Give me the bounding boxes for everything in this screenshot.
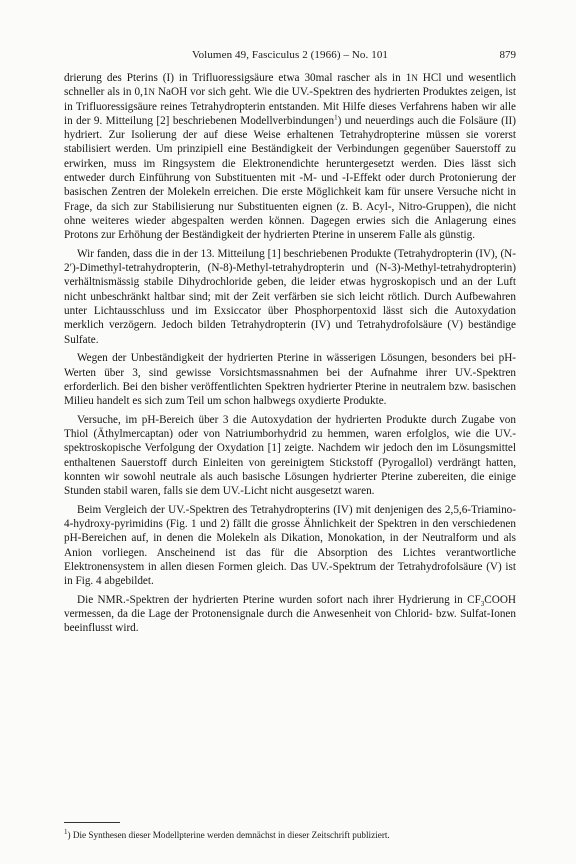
paragraph-5: Beim Vergleich der UV.-Spektren des Tetrahydropterins (IV) mit denjenigen des 2,5,6-Triamino-4-hydroxy-pyrimidins (Fig. 1 und 2) fällt die grosse Ähnlichkeit der Spektren in den verschiedenen pH-Bereichen auf, in denen die Molekeln als Dikation, Monokation, in der Neutralform und als Anion vorliegen. Anscheinend ist das für die Absorption des Lichtes verantwortliche Elektronensystem in allen diesen Formen gleich. Das UV.-Spektrum der Tetrahydrofolsäure (V) ist in Fig. 4 abgebildet. [64,503,516,588]
footnote [64,827,516,841]
footnote-reference[interactable]: 1 [334,113,338,122]
footnote-marker: 1 [64,827,68,836]
paragraph-text: NaOH vor sich geht. Wie die UV.-Spektren des hydrierten Produktes zeigen, ist in Trifluoressigsäure reines Tetrahydropterin entstanden. Mit Hilfe dieses Verfahrens haben wir alle in der 9. Mitteilung [2] beschriebenen Modellverbindungen [64,86,516,127]
paragraph-3: Wegen der Unbeständigkeit der hydrierten Pterine in wässerigen Lösungen, besonders bei pH-Werten über 3, sind gewisse Vorsichtsmassnahmen bei der Aufnahme ihrer UV.-Spektren erforderlich. Bei den bisher veröffentlichten Spektren hydrierter Pterine in neutralem bzw. basischen Milieu handelt es sich zum Teil um schon halbwegs oxydierte Produkte. [64,352,516,408]
footnote-divider [64,822,120,823]
subscript: 3 [480,600,485,609]
normality-unit: N [148,87,155,98]
page-number: 879 [499,49,516,61]
paragraph-4: Versuche, im pH-Bereich über 3 die Autoxydation der hydrierten Produkte durch Zugabe von Thiol (Äthylmercaptan) oder von Natriumborhydrid zu hemmen, waren erfolglos, wie die UV.-spektroskopische Verfolgung der Oxydation [1] zeigte. Nachdem wir jedoch den im Lösungsmittel enthaltenen Sauerstoff durch Einleiten von gereinigtem Stickstoff (Pyrogallol) verdrängt hatten, konnten wir sowohl neutrale als auch basische Lösungen hydrierter Pterine zubereiten, die einige Stunden stabil waren, falls sie dem UV.-Licht nicht ausgesetzt waren. [64,413,516,498]
paragraph-6 [64,593,516,636]
paragraph-text: COOH vermessen, da die Lage der Protonensignale durch die Anwesenheit von Chlorid- bzw. Sulfat-Ionen beeinflusst wird. [64,593,516,635]
running-header [64,49,516,63]
normality-unit: N [411,73,418,83]
paragraph-text: drierung des Pterins (I) in Trifluoressigsäure etwa 30mal rascher als in 1 [64,72,412,84]
journal-volume-title: Volumen 49, Fasciculus 2 (1966) – No. 101 [191,49,389,61]
paragraph-2: Wir fanden, dass die in der 13. Mitteilung [1] beschriebenen Produkte (Tetrahydropterin (IV), (N-2′)-Dimethyl-tetrahydropterin, (N-8)-Methyl-tetrahydropterin und (N-3)-Methyl-tetrahydropterin) verhältnismässig stabile Dihydrochloride geben, die leider etwas hygroskopisch und an der Luft nicht unbeschränkt haltbar sind; mit der Zeit verfärben sie sich leicht rötlich. Durch Aufbewahren unter Lichtausschluss und im Exsiccator über Phosphorpentoxid lässt sich die Autoxydation merklich verzögern. Jedoch bilden Tetrahydropterin (IV) und Tetrahydrofolsäure (V) beständige Sulfate. [64,247,516,346]
paragraph-text: HCl und wesentlich schneller als in 0,1 [64,72,516,99]
paragraph-text: Die NMR.-Spektren der hydrierten Pterine wurden sofort nach ihrer Hydrierung in CF [77,593,481,606]
footnote-text: ) Die Synthesen dieser Modellpterine werden demnächst in dieser Zeitschrift publiziert. [67,830,390,840]
paragraph-1 [64,71,516,243]
paragraph-text: ) und neuerdings auch die Folsäure (II) hydriert. Zur Isolierung der auf diese Weise erhaltenen Tetrahydropterine müssen sie vorerst stabilisiert werden. Um prinzipiell eine Beständigkeit der Verbindungen gegenüber Sauerstoff zu erwirken, muss im Ringsystem die Elektronendichte heruntergesetzt werden. Dies lässt sich entweder durch Einführung von Substituenten mit -M- und -I-Effekt oder durch Protonierung der basischen Zentren der Molekeln erreichen. Die erste Möglichkeit kam für unsere Versuche nicht in Frage, da sich zur Stabilisierung nur Substituenten eignen (z. B. Acyl-, Nitro-Gruppen), die nicht ohne weiteres wieder abgespalten werden können. Dagegen erwies sich die Anlagerung eines Protons zur Erhöhung der Beständigkeit der hydrierten Pterine in unserem Falle als günstig. [64,114,516,242]
article-body [64,71,516,640]
